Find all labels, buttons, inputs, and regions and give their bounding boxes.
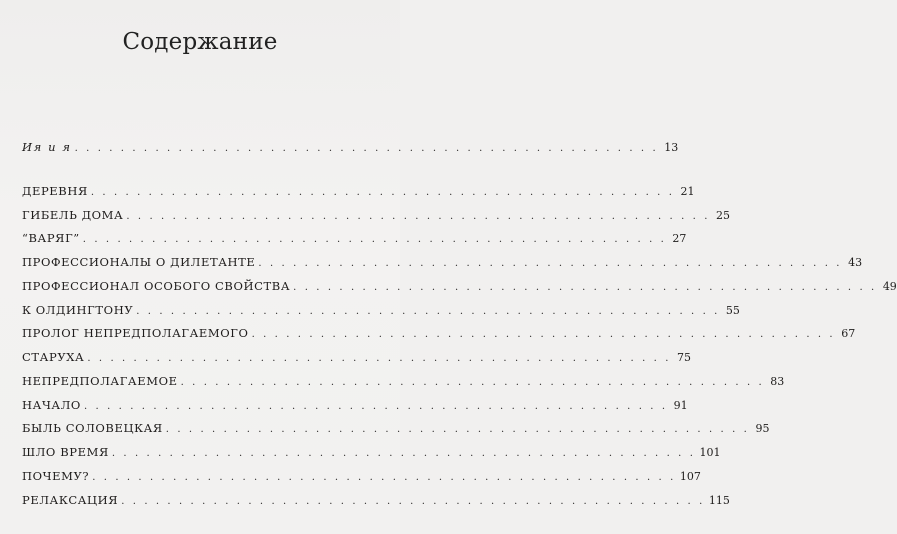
toc-entry-page: 67 <box>841 327 856 340</box>
leader-dots: . . . . . . . . . . . . . . . . . . . . . . . . . . . . . . . . . . . . . . . . . . . . . . . . . . . <box>92 472 676 483</box>
toc-entry-page: 27 <box>672 232 687 245</box>
leader-dots: . . . . . . . . . . . . . . . . . . . . . . . . . . . . . . . . . . . . . . . . . . . . . . . . . . . <box>136 306 720 317</box>
toc-entry <box>22 301 740 319</box>
toc-entry <box>22 419 770 437</box>
toc-entry-label: ШЛО ВРЕМЯ <box>22 445 109 459</box>
toc-entry <box>22 348 691 366</box>
leader-dots: . . . . . . . . . . . . . . . . . . . . . . . . . . . . . . . . . . . . . . . . . . . . . . . . . . . <box>111 448 696 459</box>
toc-entry-label: НЕПРЕДПОЛАГАЕМОЕ <box>22 374 178 388</box>
leader-dots: . . . . . . . . . . . . . . . . . . . . . . . . . . . . . . . . . . . . . . . . . . . . . . . . . . . <box>90 187 675 198</box>
toc-entry-page: 91 <box>673 399 688 412</box>
toc-entry-label: ПРОФЕССИОНАЛ ОСОБОГО СВОЙСТВА <box>22 279 291 293</box>
toc-entry <box>22 372 785 390</box>
leader-dots: . . . . . . . . . . . . . . . . . . . . . . . . . . . . . . . . . . . . . . . . . . . . . . . . . . . <box>83 401 668 412</box>
toc-entry-page: 21 <box>680 185 695 198</box>
toc-entry-page: 13 <box>664 141 679 154</box>
leader-dots: . . . . . . . . . . . . . . . . . . . . . . . . . . . . . . . . . . . . . . . . . . . . . . . . . . . <box>251 329 836 340</box>
toc-entry-page: 107 <box>679 470 701 483</box>
toc-entry <box>22 491 730 509</box>
leader-dots: . . . . . . . . . . . . . . . . . . . . . . . . . . . . . . . . . . . . . . . . . . . . . . . . . . . <box>87 353 671 364</box>
leader-dots: . . . . . . . . . . . . . . . . . . . . . . . . . . . . . . . . . . . . . . . . . . . . . . . . . . . <box>74 143 659 154</box>
toc-entry <box>22 443 721 461</box>
leader-dots: . . . . . . . . . . . . . . . . . . . . . . . . . . . . . . . . . . . . . . . . . . . . . . . . . . . <box>180 377 765 388</box>
toc-entry-page: 49 <box>882 280 897 293</box>
toc-entry-label: “ВАРЯГ” <box>22 231 80 245</box>
leader-dots: . . . . . . . . . . . . . . . . . . . . . . . . . . . . . . . . . . . . . . . . . . . . . . . . . . . <box>165 424 750 435</box>
toc-entry <box>22 206 731 224</box>
toc-entry-label: БЫЛЬ СОЛОВЕЦКАЯ <box>22 421 163 435</box>
toc-entry-label: ПРОФЕССИОНАЛЫ О ДИЛЕТАНТЕ <box>22 255 256 269</box>
toc-entry-page: 75 <box>676 351 691 364</box>
leader-dots: . . . . . . . . . . . . . . . . . . . . . . . . . . . . . . . . . . . . . . . . . . . . . . . . . . . <box>121 496 705 507</box>
toc-entry <box>22 138 679 156</box>
leader-dots: . . . . . . . . . . . . . . . . . . . . . . . . . . . . . . . . . . . . . . . . . . . . . . . . . . . <box>293 282 877 293</box>
toc-entry-page: 101 <box>699 446 721 459</box>
toc-entry-label: ДЕРЕВНЯ <box>22 184 88 198</box>
leader-dots: . . . . . . . . . . . . . . . . . . . . . . . . . . . . . . . . . . . . . . . . . . . . . . . . . . . <box>82 234 667 245</box>
toc-entry <box>22 324 856 342</box>
toc-entry <box>22 229 687 247</box>
toc-entry <box>22 396 688 414</box>
toc-entry-label: Ия и я <box>22 140 72 154</box>
toc-entry <box>22 182 695 200</box>
toc-entry-label: НАЧАЛО <box>22 398 81 412</box>
toc-entry-label: РЕЛАКСАЦИЯ <box>22 493 119 507</box>
toc-entry <box>22 277 897 295</box>
toc-entry-label: ПРОЛОГ НЕПРЕДПОЛАГАЕМОГО <box>22 326 249 340</box>
toc-entry-page: 115 <box>708 494 730 507</box>
toc-entry-page: 43 <box>848 256 863 269</box>
page-title: Содержание <box>122 29 278 55</box>
toc-entry-label: ГИБЕЛЬ ДОМА <box>22 208 124 222</box>
toc-entry-page: 25 <box>716 209 731 222</box>
toc-entry-label: СТАРУХА <box>22 350 85 364</box>
toc-entry-label: К ОЛДИНГТОНУ <box>22 303 134 317</box>
toc-entry-label: ПОЧЕМУ? <box>22 469 90 483</box>
toc-entry-page: 55 <box>725 304 740 317</box>
toc-entry-page: 95 <box>755 422 770 435</box>
toc-entry <box>22 467 701 485</box>
toc-entry <box>22 253 863 271</box>
leader-dots: . . . . . . . . . . . . . . . . . . . . . . . . . . . . . . . . . . . . . . . . . . . . . . . . . . . <box>126 211 711 222</box>
leader-dots: . . . . . . . . . . . . . . . . . . . . . . . . . . . . . . . . . . . . . . . . . . . . . . . . . . . <box>258 258 843 269</box>
toc-entry-page: 83 <box>770 375 785 388</box>
